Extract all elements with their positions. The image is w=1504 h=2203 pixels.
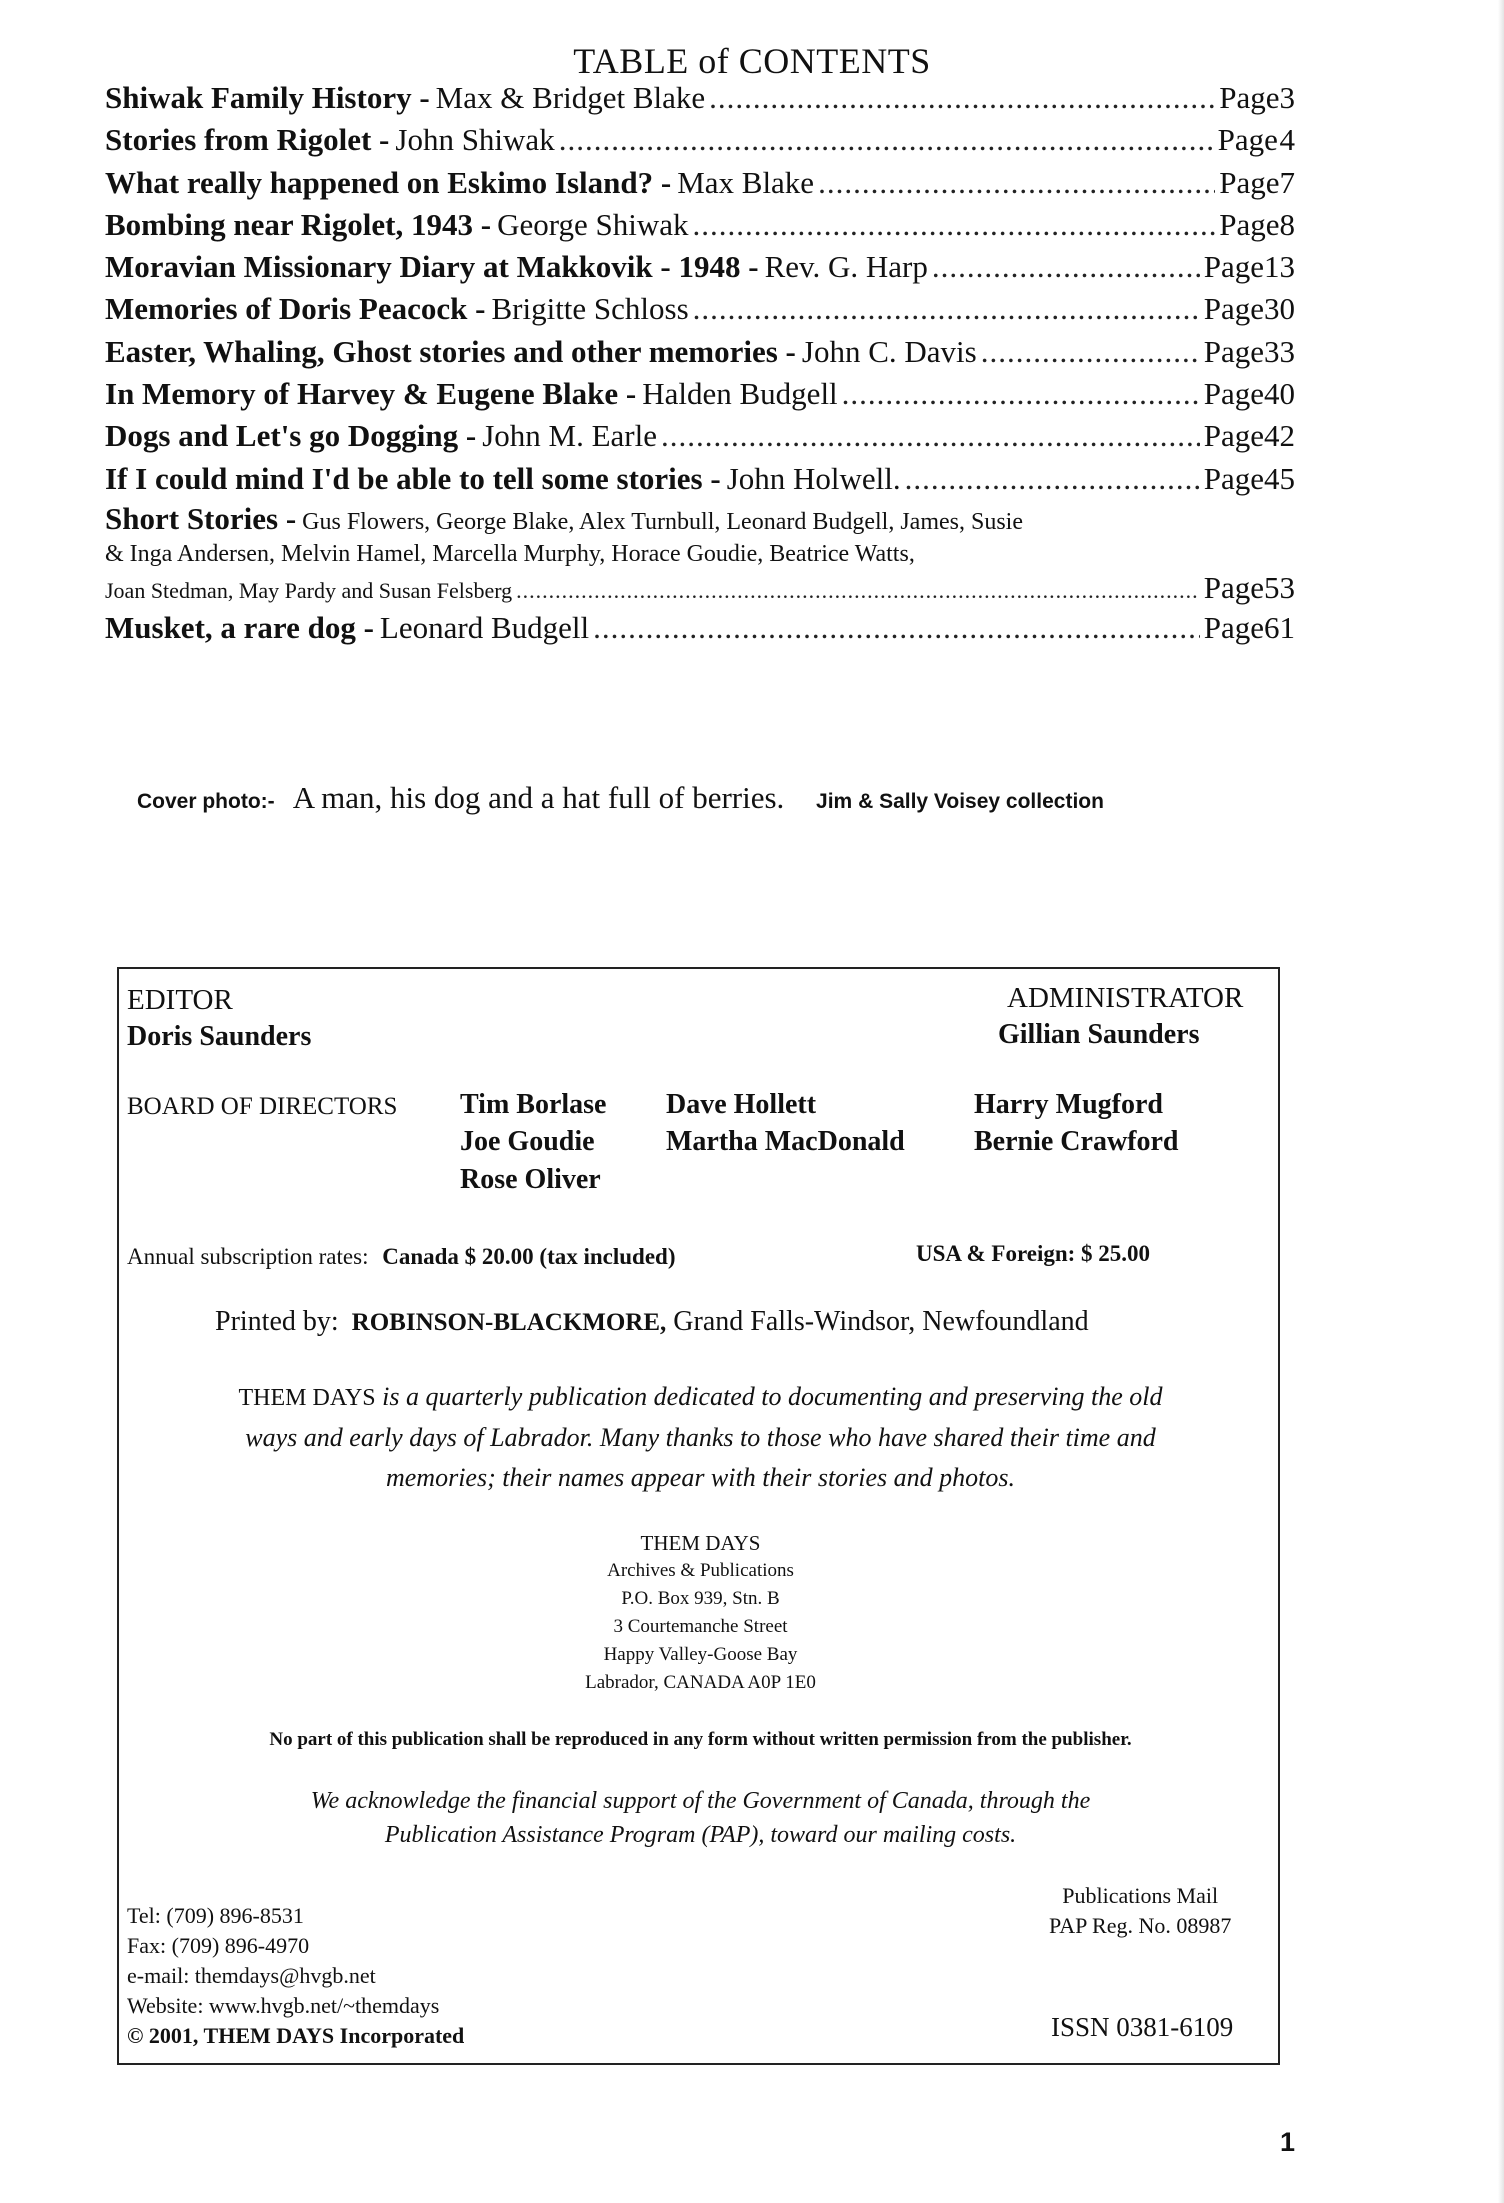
page-edge <box>1498 0 1504 2203</box>
toc-page-label: Page <box>1203 418 1264 454</box>
toc-page-label: Page <box>1203 291 1264 327</box>
leader-dots <box>818 165 1215 201</box>
toc-entry-title: If I could mind I'd be able to tell some stories - <box>105 460 721 496</box>
toc-entry-authors: & Inga Andersen, Melvin Hamel, Marcella Murphy, Horace Goudie, Beatrice Watts, <box>105 540 915 567</box>
toc-page-label: Page <box>1203 569 1264 605</box>
address-line: Happy Valley-Goose Bay <box>603 1644 798 1665</box>
rates-foreign: USA & Foreign: $ 25.00 <box>916 1241 1151 1266</box>
toc-entry-author: Halden Budgell <box>642 376 838 412</box>
masthead-box <box>117 967 1280 2065</box>
toc-entry-author: Leonard Budgell <box>379 609 590 645</box>
printer-location: Grand Falls-Windsor, Newfoundland <box>673 1306 1089 1337</box>
rates-label: Annual subscription rates: <box>127 1244 369 1269</box>
mail-line: Publications Mail <box>1062 1883 1219 1908</box>
cover-photo-label: Cover photo:- <box>137 790 275 813</box>
leader-dots <box>593 610 1200 646</box>
toc-page-label: Page <box>1219 80 1280 115</box>
address-line: THEM DAYS <box>640 1531 761 1555</box>
toc-entry-author: George Shiwak <box>497 206 689 242</box>
address-line: Labrador, CANADA A0P 1E0 <box>585 1672 816 1693</box>
director-name: Rose Oliver <box>460 1164 601 1195</box>
leader-dots <box>692 207 1215 243</box>
subscription-rates <box>127 1244 676 1270</box>
toc-entry-author: Brigitte Schloss <box>491 291 689 327</box>
director-name: Bernie Crawford <box>974 1126 1179 1157</box>
leader-dots <box>559 122 1214 158</box>
about-line: ways and early days of Labrador. Many thanks to those who have shared their time and <box>245 1423 1156 1452</box>
administrator-name: Gillian Saunders <box>998 1019 1200 1050</box>
postal-registration <box>1049 1881 1231 1941</box>
toc-entry-title: Memories of Doris Peacock - <box>105 291 486 327</box>
leader-dots <box>842 376 1200 412</box>
page-number: 1 <box>1280 2127 1296 2157</box>
toc-page-label: Page <box>1203 333 1264 369</box>
director-name: Joe Goudie <box>460 1126 595 1157</box>
toc-page-number: 30 <box>1264 291 1295 327</box>
toc-entry <box>105 122 1295 164</box>
editor-name: Doris Saunders <box>127 1021 312 1052</box>
contact-info <box>127 1901 464 2051</box>
director-name: Harry Mugford <box>974 1089 1163 1120</box>
toc-page-label: Page <box>1219 164 1280 200</box>
director-name: Dave Hollett <box>666 1089 817 1120</box>
toc-entry-authors: Joan Stedman, May Pardy and Susan Felsberg <box>105 577 513 603</box>
toc-entry <box>105 461 1295 503</box>
toc-entry-author: Rev. G. Harp <box>764 249 928 285</box>
about-paragraph <box>119 1377 1282 1498</box>
toc-entry <box>105 418 1295 460</box>
rates-canada: Canada $ 20.00 (tax included) <box>382 1244 676 1269</box>
toc-page-number: 53 <box>1264 569 1295 605</box>
about-publication-name: THEM DAYS <box>238 1385 376 1411</box>
toc-entry-title: Musket, a rare dog - <box>105 609 374 645</box>
contact-website: Website: www.hvgb.net/~themdays <box>127 1993 440 2018</box>
toc-page-number: 8 <box>1279 206 1295 242</box>
toc-page-number: 40 <box>1264 376 1295 412</box>
copyright: © 2001, THEM DAYS Incorporated <box>127 2023 465 2048</box>
toc-entry-author: Max Blake <box>677 164 815 200</box>
printer-name: ROBINSON-BLACKMORE, <box>351 1309 667 1336</box>
mail-line: PAP Reg. No. 08987 <box>1049 1913 1232 1938</box>
leader-dots <box>905 461 1200 497</box>
toc-entry <box>105 165 1295 207</box>
toc-entry-author: John M. Earle <box>482 418 657 454</box>
acknowledgement <box>119 1784 1282 1852</box>
printed-by <box>215 1306 1089 1338</box>
board-label: BOARD OF DIRECTORS <box>127 1093 398 1120</box>
director-name: Martha MacDonald <box>666 1126 905 1157</box>
contact-email: e-mail: themdays@hvgb.net <box>127 1963 376 1988</box>
ack-line: Publication Assistance Program (PAP), toward our mailing costs. <box>384 1822 1017 1848</box>
ack-line: We acknowledge the financial support of the Government of Canada, through the <box>310 1788 1091 1814</box>
director-name: Tim Borlase <box>460 1089 607 1120</box>
issn: ISSN 0381-6109 <box>1051 2012 1234 2042</box>
toc-entry <box>105 610 1295 652</box>
toc-entry <box>105 376 1295 418</box>
toc-entry-author: John C. Davis <box>801 333 977 369</box>
toc-page-number: 42 <box>1264 418 1295 454</box>
contact-fax: Fax: (709) 896-4970 <box>127 1933 310 1958</box>
toc-entry-title: Moravian Missionary Diary at Makkovik - 1948 - <box>105 249 759 285</box>
leader-dots <box>981 334 1200 370</box>
toc-entry-title: Stories from Rigolet - <box>105 122 390 158</box>
toc-entry-title: What really happened on Eskimo Island? - <box>105 164 672 200</box>
toc-entry <box>105 570 1295 610</box>
toc-entry-title: Shiwak Family History - <box>105 80 430 115</box>
toc-page-number: 7 <box>1279 164 1295 200</box>
editor-label: EDITOR <box>127 984 233 1016</box>
toc-page-label: Page <box>1219 206 1280 242</box>
toc-entry-author: Max & Bridget Blake <box>435 80 706 115</box>
cover-photo-caption <box>137 780 1337 816</box>
toc-page-number: 4 <box>1279 122 1295 158</box>
address-line: Archives & Publications <box>607 1560 794 1581</box>
toc-page-label: Page <box>1203 249 1264 285</box>
about-line: memories; their names appear with their stories and photos. <box>385 1463 1016 1492</box>
leader-dots <box>709 80 1215 116</box>
table-of-contents <box>105 80 1295 652</box>
toc-heading: TABLE of CONTENTS <box>573 41 931 81</box>
toc-entry-short-stories <box>105 500 1295 570</box>
leader-dots <box>516 578 1200 604</box>
toc-entry <box>105 291 1295 333</box>
leader-dots <box>661 418 1200 454</box>
toc-page-number: 61 <box>1264 609 1295 645</box>
toc-entry-author: John Holwell. <box>726 460 901 496</box>
toc-entry <box>105 207 1295 249</box>
toc-page-label: Page <box>1203 376 1264 412</box>
toc-entry-title: Short Stories - <box>105 500 297 536</box>
toc-entry-title: Dogs and Let's go Dogging - <box>105 418 477 454</box>
toc-entry-title: Bombing near Rigolet, 1943 - <box>105 206 492 242</box>
toc-entry <box>105 249 1295 291</box>
contact-tel: Tel: (709) 896-8531 <box>127 1903 304 1928</box>
toc-page-number: 13 <box>1264 249 1295 285</box>
leader-dots <box>932 249 1200 285</box>
printed-label: Printed by: <box>215 1306 339 1337</box>
about-line: is a quarterly publication dedicated to documenting and preserving the old <box>382 1382 1163 1411</box>
toc-entry-author: John Shiwak <box>395 122 555 158</box>
toc-page-label: Page <box>1217 122 1278 158</box>
address-line: P.O. Box 939, Stn. B <box>621 1588 780 1609</box>
toc-entry-title: Easter, Whaling, Ghost stories and other memories - <box>105 333 796 369</box>
toc-page-number: 33 <box>1264 333 1295 369</box>
cover-photo-text: A man, his dog and a hat full of berries. <box>292 780 785 815</box>
reproduction-notice: No part of this publication shall be reproduced in any form without written permission from the publisher. <box>269 1729 1132 1750</box>
toc-page-number: 45 <box>1264 460 1295 496</box>
toc-page-label: Page <box>1203 609 1264 645</box>
toc-entry <box>105 80 1295 122</box>
administrator-label: ADMINISTRATOR <box>1007 982 1244 1014</box>
toc-entry <box>105 334 1295 376</box>
toc-entry-title: In Memory of Harvey & Eugene Blake - <box>105 376 637 412</box>
leader-dots <box>693 291 1200 327</box>
toc-entry-authors: Gus Flowers, George Blake, Alex Turnbull, Leonard Budgell, James, Susie <box>302 508 1023 535</box>
toc-page-number: 3 <box>1279 80 1295 115</box>
cover-photo-credit: Jim & Sally Voisey collection <box>816 790 1104 813</box>
mailing-address <box>119 1529 1282 1697</box>
toc-page-label: Page <box>1203 460 1264 496</box>
address-line: 3 Courtemanche Street <box>613 1616 788 1637</box>
